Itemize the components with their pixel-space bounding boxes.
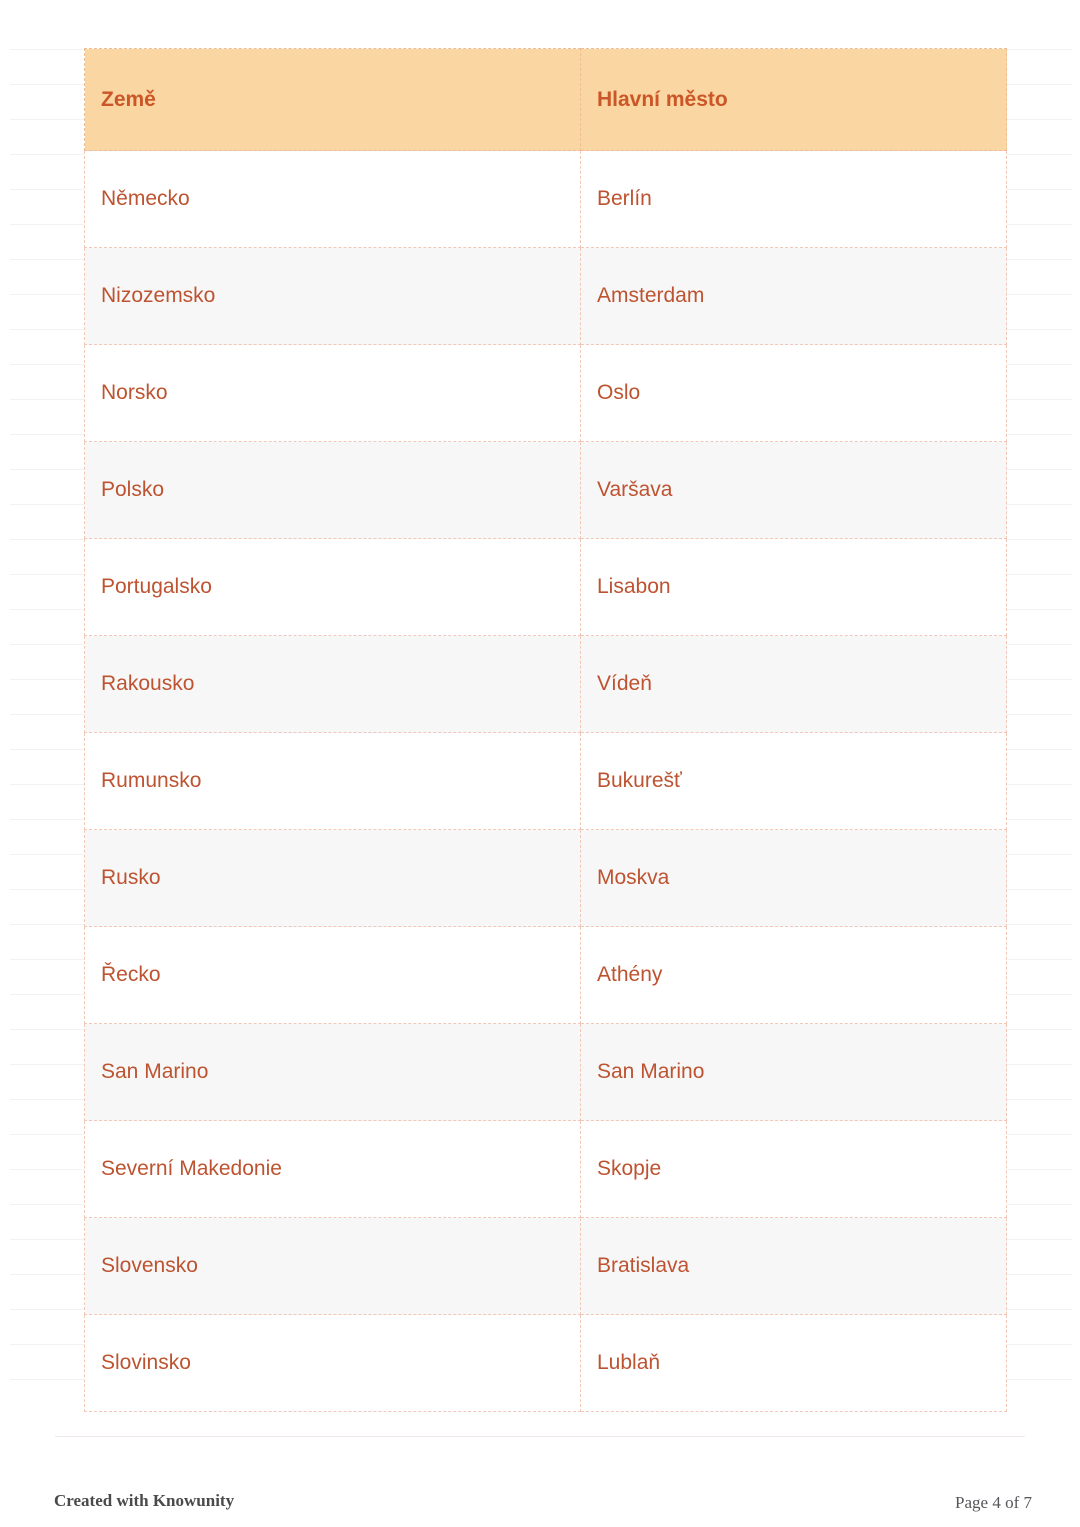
country-cell: Slovensko	[85, 1218, 581, 1315]
country-cell: Nizozemsko	[85, 248, 581, 345]
country-cell: San Marino	[85, 1024, 581, 1121]
country-cell: Polsko	[85, 442, 581, 539]
capital-cell: Varšava	[581, 442, 1007, 539]
table-row	[85, 248, 1007, 345]
country-cell: Slovinsko	[85, 1315, 581, 1412]
table-row	[85, 733, 1007, 830]
table-row	[85, 345, 1007, 442]
created-with-label: Created with Knowunity	[54, 1491, 235, 1510]
capital-cell: Bratislava	[581, 1218, 1007, 1315]
country-cell: Řecko	[85, 927, 581, 1024]
countries-capitals-table	[84, 48, 1007, 1412]
table-row	[85, 1218, 1007, 1315]
table-row	[85, 539, 1007, 636]
capital-cell: Oslo	[581, 345, 1007, 442]
table-row	[85, 927, 1007, 1024]
capital-cell: Lisabon	[581, 539, 1007, 636]
capital-cell: Lublaň	[581, 1315, 1007, 1412]
capital-cell: Bukurešť	[581, 733, 1007, 830]
country-cell: Rumunsko	[85, 733, 581, 830]
country-cell: Portugalsko	[85, 539, 581, 636]
capital-cell: Athény	[581, 927, 1007, 1024]
column-header-country: Země	[85, 49, 581, 151]
capital-cell: Moskva	[581, 830, 1007, 927]
capital-cell: San Marino	[581, 1024, 1007, 1121]
table-row	[85, 1315, 1007, 1412]
margin-ruling-right	[1006, 49, 1072, 1411]
table-row	[85, 1024, 1007, 1121]
capital-cell: Skopje	[581, 1121, 1007, 1218]
table-row	[85, 830, 1007, 927]
column-header-capital: Hlavní město	[581, 49, 1007, 151]
table-row	[85, 636, 1007, 733]
table-row	[85, 442, 1007, 539]
margin-ruling-left	[10, 49, 84, 1411]
page-indicator: Page 4 of 7	[955, 1493, 1032, 1512]
table-row	[85, 151, 1007, 248]
country-cell: Severní Makedonie	[85, 1121, 581, 1218]
table-row	[85, 1121, 1007, 1218]
country-cell: Rusko	[85, 830, 581, 927]
country-cell: Německo	[85, 151, 581, 248]
country-cell: Norsko	[85, 345, 581, 442]
capital-cell: Amsterdam	[581, 248, 1007, 345]
page-divider-line	[55, 1436, 1025, 1437]
capital-cell: Berlín	[581, 151, 1007, 248]
country-cell: Rakousko	[85, 636, 581, 733]
capital-cell: Vídeň	[581, 636, 1007, 733]
table-header-row	[85, 49, 1007, 151]
